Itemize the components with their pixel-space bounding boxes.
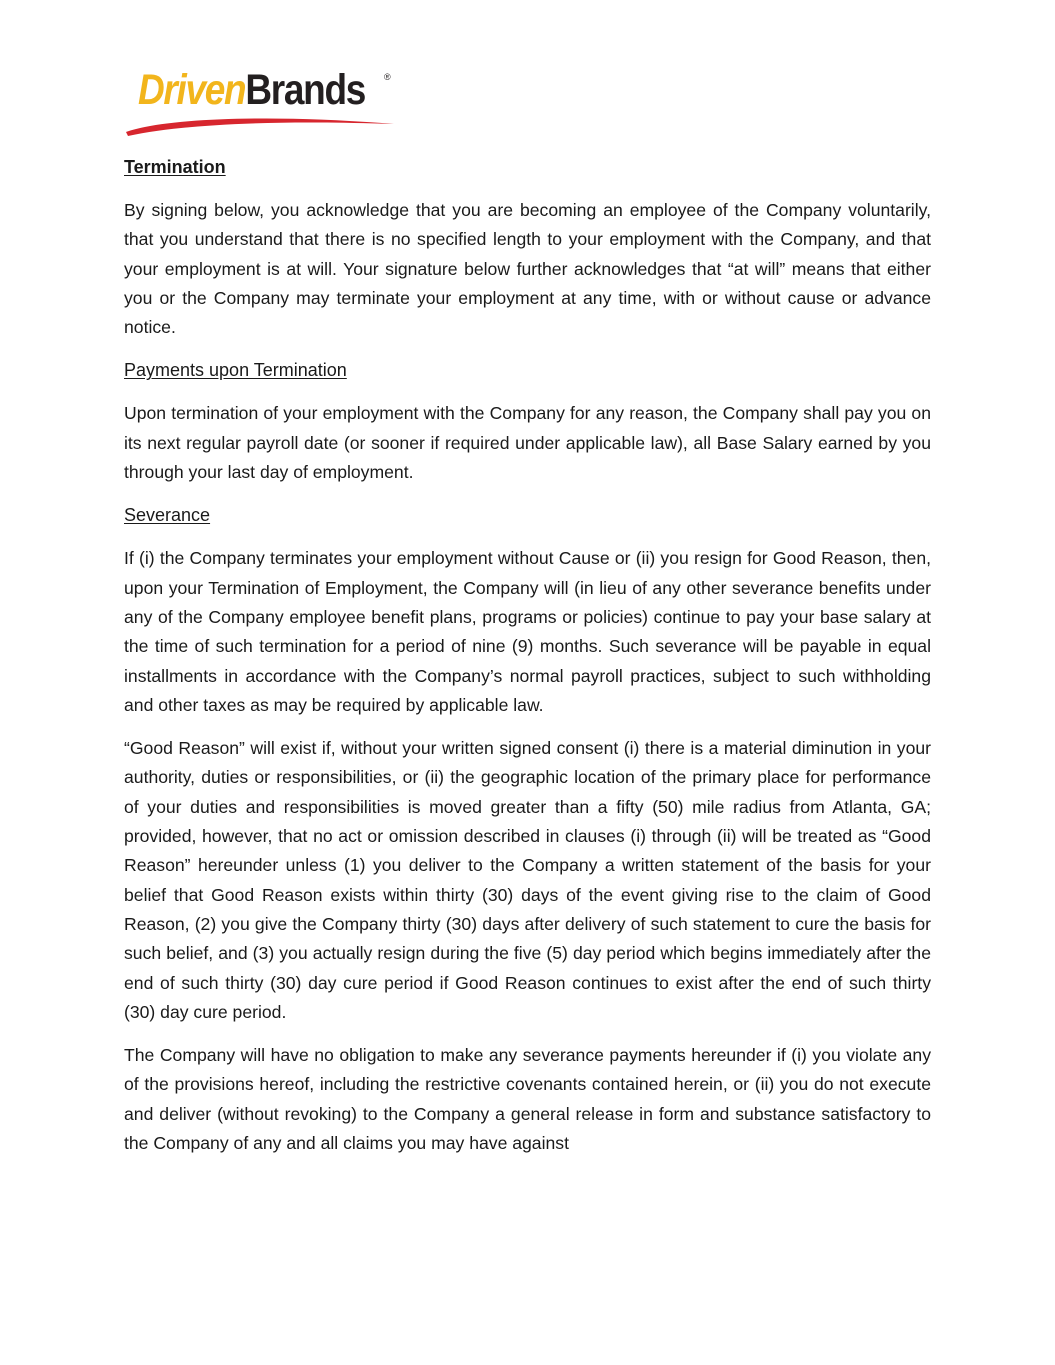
subheading-payments-upon-termination: Payments upon Termination [124, 360, 347, 381]
paragraph-payments: Upon termination of your employment with the Company for any reason, the Company shall pay you on its next regular payroll date (or sooner if required under applicable law), all Base Salary earned by you through your last day of employment. [124, 403, 931, 483]
section-heading-termination: Termination [124, 157, 226, 177]
driven-brands-logo [124, 66, 396, 138]
logo-wordmark [138, 66, 365, 114]
logo-driven-text: Driven [138, 66, 246, 114]
logo-registered-mark: ® [384, 72, 391, 82]
paragraph-no-obligation: The Company will have no obligation to make any severance payments hereunder if (i) you violate any of the provisions hereof, including the restrictive covenants contained herein, or (ii) you do not execute and deliver (without revoking) to the Company a general release in form and substance satisfactory to the Company of any and all claims you may have against [124, 1045, 931, 1154]
paragraph-severance: If (i) the Company terminates your employment without Cause or (ii) you resign for Good Reason, then, upon your Termination of Employment, the Company will (in lieu of any other severance benefits under any of the Company employee benefit plans, programs or policies) continue to pay your base salary at the time of such termination for a period of nine (9) months. Such severance will be payable in equal installments in accordance with the Company’s normal payroll practices, subject to such withholding and other taxes as may be required by applicable law. [124, 548, 931, 715]
paragraph-good-reason: “Good Reason” will exist if, without your written signed consent (i) there is a material diminution in your authority, duties or responsibilities, or (ii) the geographic location of the primary place for performance of your duties and responsibilities is moved greater than a fifty (50) mile radius from Atlanta, GA; provided, however, that no act or omission described in clauses (i) through (ii) will be treated as “Good Reason” hereunder unless (1) you deliver to the Company a written statement of the basis for your belief that Good Reason exists within thirty (30) days of the event giving rise to the claim of Good Reason, (2) you give the Company thirty (30) days after delivery of such statement to cure the basis for such belief, and (3) you actually resign during the five (5) day period which begins immediately after the end of such thirty (30) day cure period if Good Reason continues to exist after the end of such thirty (30) day cure period. [124, 738, 931, 1022]
logo-brands-text: Brands [245, 66, 366, 114]
paragraph-at-will: By signing below, you acknowledge that you are becoming an employee of the Company voluntarily, that you understand that there is no specified length to your employment with the Company, and that your employment is at will. Your signature below further acknowledges that “at will” means that either you or the Company may terminate your employment at any time, with or without cause or advance notice. [124, 200, 931, 338]
document-body [124, 153, 931, 1172]
logo-swoosh-icon [124, 112, 396, 136]
subheading-severance: Severance [124, 505, 211, 526]
